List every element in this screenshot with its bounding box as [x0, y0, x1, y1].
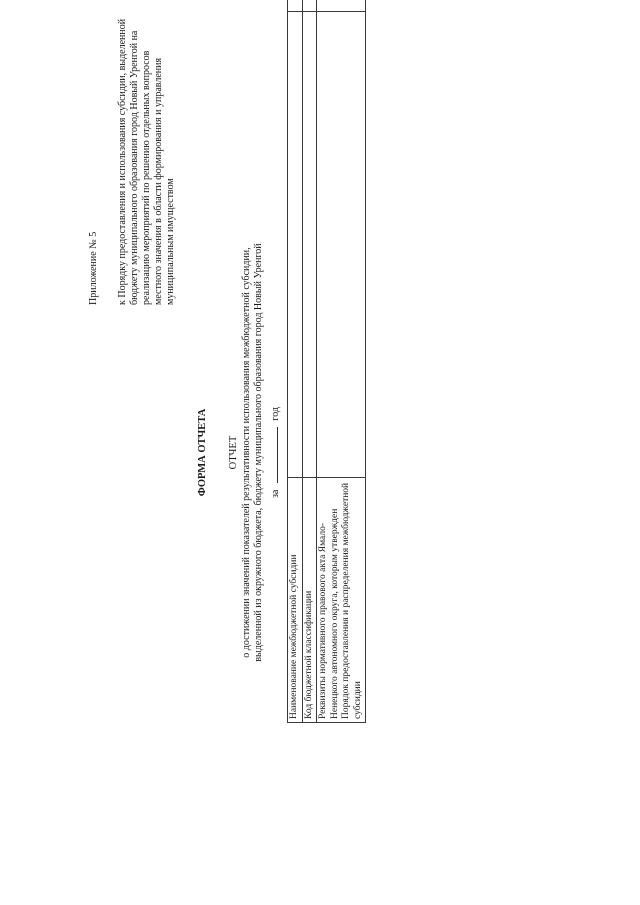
- row-label-legal-act: Реквизиты нормативного правового акта Ямало-Ненецкого автономного округа, которым утвержден Порядок предоставления и распределения межбюджетной субсидии: [317, 478, 366, 723]
- row-extra-cell: [302, 0, 317, 12]
- report-period: [268, 0, 281, 905]
- period-suffix: год: [270, 406, 281, 421]
- table-row: [317, 0, 366, 723]
- appendix-label: Приложение № 5: [88, 231, 99, 305]
- report-title: ОТЧЕТ: [228, 435, 239, 470]
- report-description: о достижении значений показателей результативности использования межбюджетной субсидии, выделенной из окружного бюджета, бюджету муниципального образования город Новый Уренгой: [241, 243, 264, 662]
- table-row: [302, 0, 317, 723]
- row-label-subsidy-name: Наименование межбюджетной субсидии: [288, 478, 303, 723]
- table-row: [288, 0, 303, 723]
- period-blank: [268, 427, 278, 483]
- row-value-subsidy-name: [288, 12, 303, 478]
- row-value-legal-act: [317, 12, 366, 478]
- row-value-budget-code: [302, 12, 317, 478]
- row-extra-cell: [317, 0, 366, 12]
- period-prefix: за: [270, 489, 281, 499]
- subsidy-info-table: [287, 0, 366, 723]
- row-label-budget-code: Код бюджетной классификации: [302, 478, 317, 723]
- row-extra-cell: [288, 0, 303, 12]
- appendix-text: к Порядку предоставления и использования субсидии, выделенной бюджету муниципального образования город Новый Уренгой на реализацию мероприятий по решению отдельных вопросов местного значения в области формирования и управления муниципальным имуществом: [117, 18, 176, 305]
- form-title: ФОРМА ОТЧЕТА: [197, 408, 208, 497]
